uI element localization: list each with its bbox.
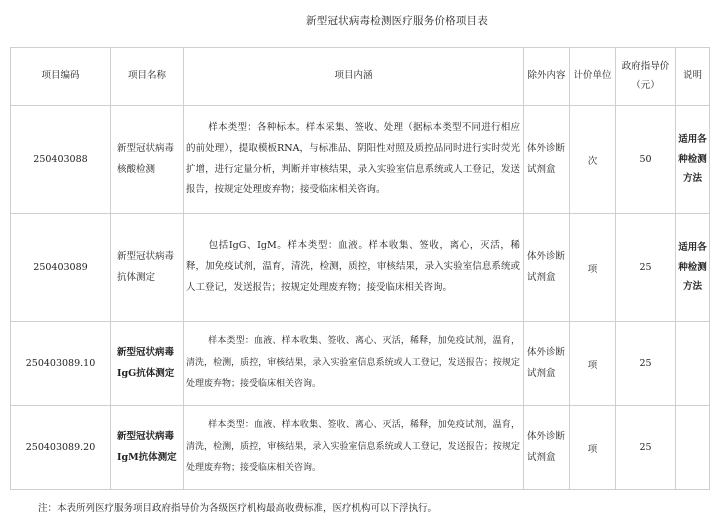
- row-note: 适用各种检测方法: [676, 106, 710, 214]
- row-exclusion: 体外诊断试剂盒: [524, 406, 570, 490]
- header-content: 项目内涵: [184, 48, 524, 106]
- page-title: 新型冠状病毒检测医疗服务价格项目表: [306, 15, 488, 27]
- row-note: [676, 406, 710, 490]
- row-name: 新型冠状病毒IgM抗体测定: [111, 406, 184, 490]
- row-note: [676, 322, 710, 406]
- table-row: [11, 322, 710, 406]
- row-unit: 项: [570, 322, 616, 406]
- row-unit: 项: [570, 214, 616, 322]
- header-price-line2: （元）: [631, 79, 660, 91]
- row-code: 250403089.10: [11, 322, 111, 406]
- row-content: 样本类型：血液、样本收集、签收、离心、灭活，稀释，加免疫试剂，温育，清洗，检测，质控，审核结果，录入实验室信息系统或人工登记，发送报告；按规定处理废弃物；接受临床相关咨询。: [184, 406, 524, 490]
- footnote: 注：本表所列医疗服务项目政府指导价为各级医疗机构最高收费标准，医疗机构可以下浮执行。: [38, 503, 438, 514]
- row-name: 新型冠状病毒抗体测定: [111, 214, 184, 322]
- row-exclusion: 体外诊断试剂盒: [524, 214, 570, 322]
- header-unit: 计价单位: [570, 48, 616, 106]
- header-row: [11, 48, 710, 106]
- row-name: 新型冠状病毒核酸检测: [111, 106, 184, 214]
- row-price: 25: [616, 214, 676, 322]
- row-content: 样本类型：血液、样本收集、签收、离心、灭活，稀释，加免疫试剂，温育，清洗，检测，质控，审核结果，录入实验室信息系统或人工登记，发送报告；按规定处理废弃物；接受临床相关咨询。: [184, 322, 524, 406]
- row-exclusion: 体外诊断试剂盒: [524, 106, 570, 214]
- row-code: 250403089: [11, 214, 111, 322]
- row-code: 250403088: [11, 106, 111, 214]
- header-price-line1: 政府指导价: [621, 61, 670, 73]
- header-name: 项目名称: [111, 48, 184, 106]
- row-exclusion: 体外诊断试剂盒: [524, 322, 570, 406]
- header-code: 项目编码: [11, 48, 111, 106]
- row-content: 样本类型：各种标本。样本采集、签收、处理（据标本类型不同进行相应的前处理），提取模板RNA，与标准品、阴阳性对照及质控品同时进行实时荧光扩增，进行定量分析，判断并审核结果，录入实验室信息系统或人工登记，发送报告，按规定处理废弃物；接受临床相关咨询。: [184, 106, 524, 214]
- row-unit: 项: [570, 406, 616, 490]
- price-table: [10, 47, 710, 490]
- row-price: 25: [616, 406, 676, 490]
- row-code: 250403089.20: [11, 406, 111, 490]
- row-note: 适用各种检测方法: [676, 214, 710, 322]
- row-unit: 次: [570, 106, 616, 214]
- table-row: [11, 214, 710, 322]
- table-row: [11, 106, 710, 214]
- row-content: 包括IgG、IgM。样本类型：血液。样本收集、签收，离心，灭活，稀释，加免疫试剂，温育，清洗，检测，质控，审核结果，录入实验室信息系统或人工登记，发送报告；按规定处理废弃物；接受临床相关咨询。: [184, 214, 524, 322]
- row-price: 50: [616, 106, 676, 214]
- header-note: 说明: [676, 48, 710, 106]
- row-name: 新型冠状病毒IgG抗体测定: [111, 322, 184, 406]
- row-price: 25: [616, 322, 676, 406]
- header-price: [616, 48, 676, 106]
- header-exclusion: 除外内容: [524, 48, 570, 106]
- table-row: [11, 406, 710, 490]
